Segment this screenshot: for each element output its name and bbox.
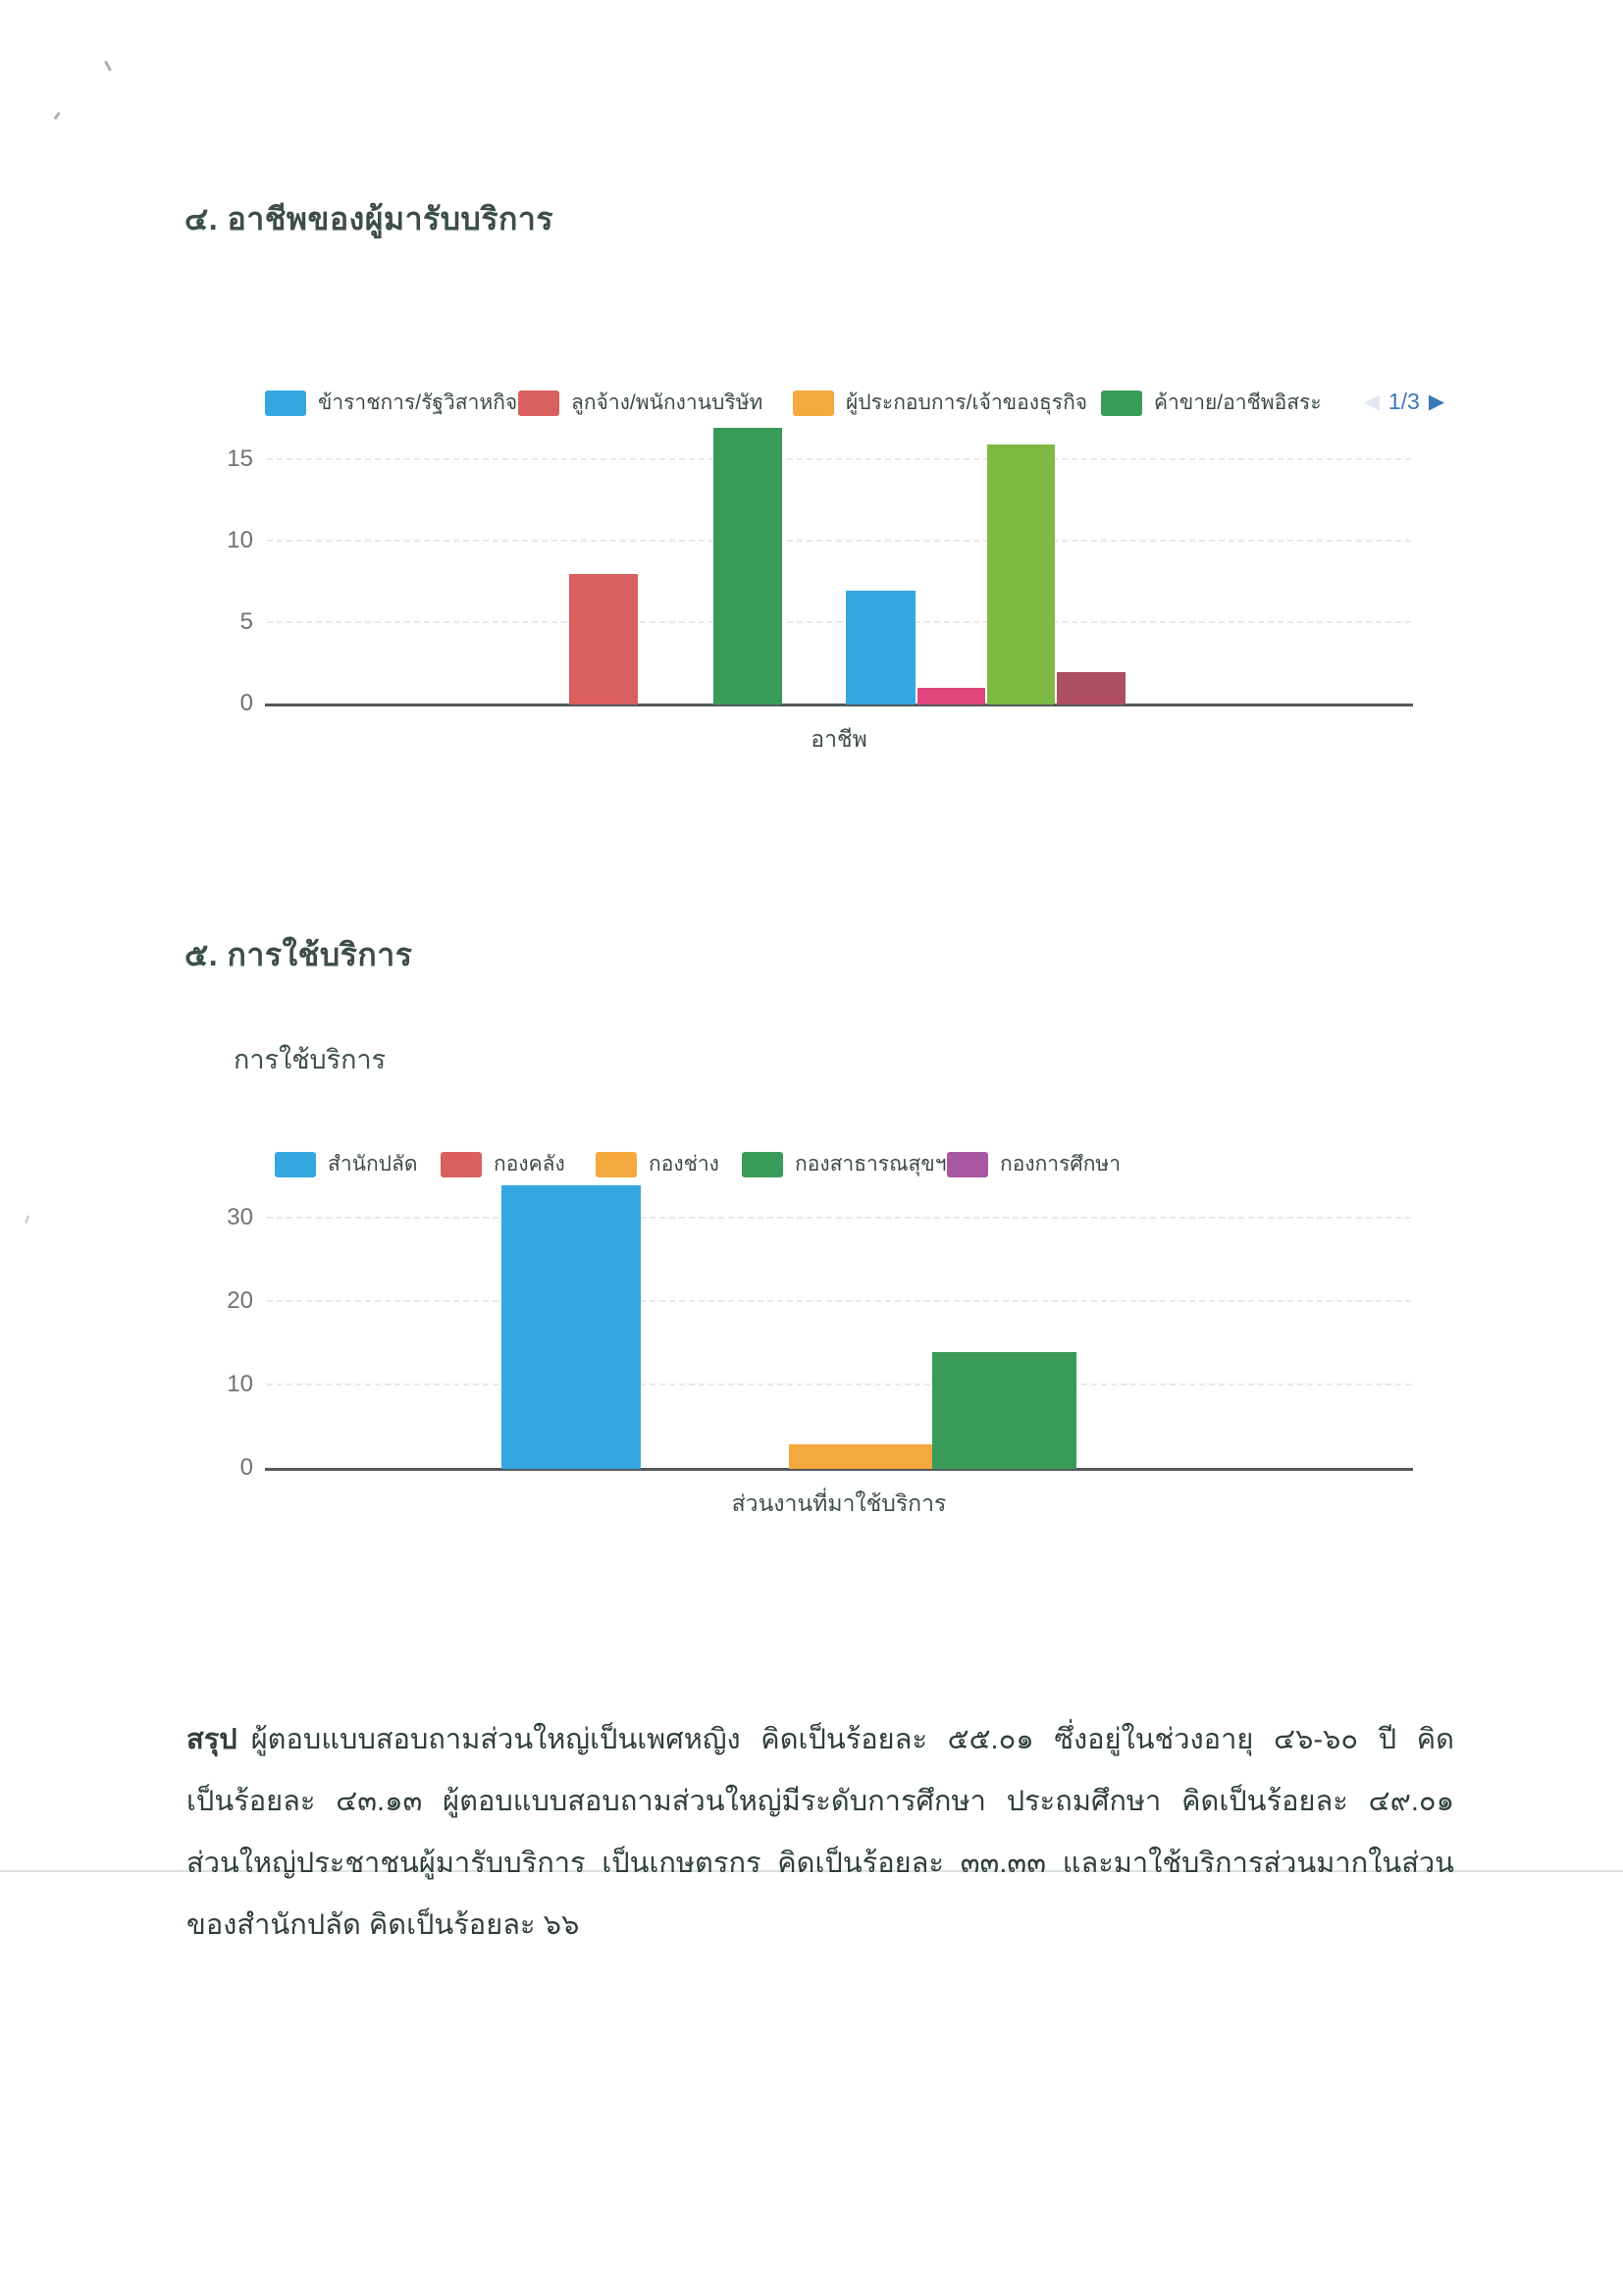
- bar-2: [846, 591, 916, 704]
- summary-line: [186, 1709, 1454, 1771]
- occupation-chart-legend: [226, 385, 1452, 418]
- y-tick-label: 0: [239, 1454, 253, 1481]
- bar-4: [987, 444, 1055, 704]
- legend-item[interactable]: [742, 1148, 947, 1180]
- summary-line: ของสำนักปลัด คิดเป็นร้อยละ ๖๖: [186, 1909, 580, 1941]
- legend-item[interactable]: [441, 1148, 565, 1180]
- legend-item[interactable]: [265, 387, 517, 419]
- legend-swatch-icon: [265, 391, 306, 416]
- legend-swatch-icon: [793, 391, 834, 416]
- summary-label: สรุป: [186, 1724, 237, 1755]
- legend-item[interactable]: [275, 1148, 418, 1180]
- legend-swatch-icon: [518, 391, 559, 416]
- occupation-plot-area: [227, 420, 1413, 716]
- legend-item[interactable]: [793, 387, 1087, 419]
- gridline: [267, 1300, 1411, 1302]
- legend-swatch-icon: [1101, 391, 1142, 416]
- legend-swatch-icon: [742, 1152, 783, 1177]
- y-tick-label: 30: [227, 1204, 253, 1231]
- y-tick-label: 5: [239, 608, 253, 636]
- bar-2: [789, 1444, 932, 1469]
- bar-0: [569, 574, 638, 704]
- legend-item[interactable]: [1101, 387, 1322, 419]
- gridline: [267, 1217, 1411, 1219]
- legend-prev-icon[interactable]: ◀: [1363, 391, 1380, 413]
- legend-label: ลูกจ้าง/พนักงานบริษัท: [571, 391, 763, 414]
- occupation-chart: [226, 385, 1452, 757]
- summary-line: ส่วนใหญ่ประชาชนผู้มารับบริการ เป็นเกษตรกร คิดเป็นร้อยละ ๓๓.๓๓ และมาใช้บริการส่วนมากในส่วน: [186, 1848, 1454, 1879]
- legend-label: กองคลัง: [494, 1153, 565, 1175]
- section-heading-service: ๕. การใช้บริการ: [184, 937, 413, 972]
- legend-next-icon[interactable]: ▶: [1428, 391, 1444, 413]
- bar-0: [501, 1185, 641, 1469]
- y-tick-label: 10: [227, 527, 253, 554]
- bar-1: [713, 428, 782, 704]
- y-tick-label: 20: [227, 1287, 253, 1315]
- legend-pagination: [1364, 389, 1444, 415]
- x-axis-title: ส่วนงานที่มาใช้บริการ: [731, 1490, 947, 1516]
- bar-5: [1057, 672, 1126, 704]
- summary-text: ผู้ตอบแบบสอบถามส่วนใหญ่เป็นเพศหญิง คิดเป็นร้อยละ ๕๕.๐๑ ซึ่งอยู่ในช่วงอายุ ๔๖-๖๐ ปี คิด: [250, 1724, 1454, 1755]
- legend-label: กองช่าง: [649, 1153, 719, 1175]
- legend-label: กองสาธารณสุขฯ: [795, 1153, 947, 1175]
- gridline: [267, 1383, 1411, 1385]
- gridline: [267, 458, 1411, 460]
- scan-artifact: [25, 1216, 36, 1226]
- scan-artifact: [54, 112, 67, 124]
- service-chart-title: การใช้บริการ: [234, 1045, 387, 1074]
- legend-item[interactable]: [518, 387, 762, 419]
- legend-label: ค้าขาย/อาชีพอิสระ: [1154, 391, 1322, 414]
- x-axis-title: อาชีพ: [811, 726, 867, 752]
- service-chart-legend: [226, 1146, 1452, 1179]
- legend-item[interactable]: [947, 1148, 1121, 1180]
- summary-paragraph: [186, 1709, 1454, 1957]
- y-tick-label: 15: [227, 445, 253, 473]
- legend-label: ข้าราชการ/รัฐวิสาหกิจ: [318, 391, 518, 414]
- legend-swatch-icon: [275, 1152, 316, 1177]
- summary-line: เป็นร้อยละ ๔๓.๑๓ ผู้ตอบแบบสอบถามส่วนใหญ่มีระดับการศึกษา ประถมศึกษา คิดเป็นร้อยละ ๔๙.๐๑: [186, 1786, 1454, 1817]
- legend-label: ผู้ประกอบการ/เจ้าของธุรกิจ: [846, 391, 1088, 414]
- service-chart: [226, 1146, 1452, 1524]
- x-axis-line: [265, 704, 1413, 706]
- legend-label: สำนักปลัด: [328, 1153, 418, 1175]
- legend-swatch-icon: [947, 1152, 988, 1177]
- legend-page-indicator: 1/3: [1387, 389, 1420, 414]
- scan-artifact: [104, 57, 118, 71]
- legend-label: กองการศึกษา: [1000, 1153, 1122, 1175]
- gridline: [267, 540, 1411, 542]
- legend-item[interactable]: [596, 1148, 719, 1180]
- y-tick-label: 10: [227, 1371, 253, 1398]
- legend-swatch-icon: [596, 1152, 637, 1177]
- service-plot-area: [227, 1181, 1413, 1481]
- legend-swatch-icon: [441, 1152, 482, 1177]
- bar-3: [932, 1352, 1076, 1469]
- gridline: [267, 621, 1411, 623]
- y-tick-label: 0: [239, 690, 253, 716]
- bar-3: [917, 688, 985, 704]
- section-heading-occupation: ๔. อาชีพของผู้มารับบริการ: [184, 201, 554, 236]
